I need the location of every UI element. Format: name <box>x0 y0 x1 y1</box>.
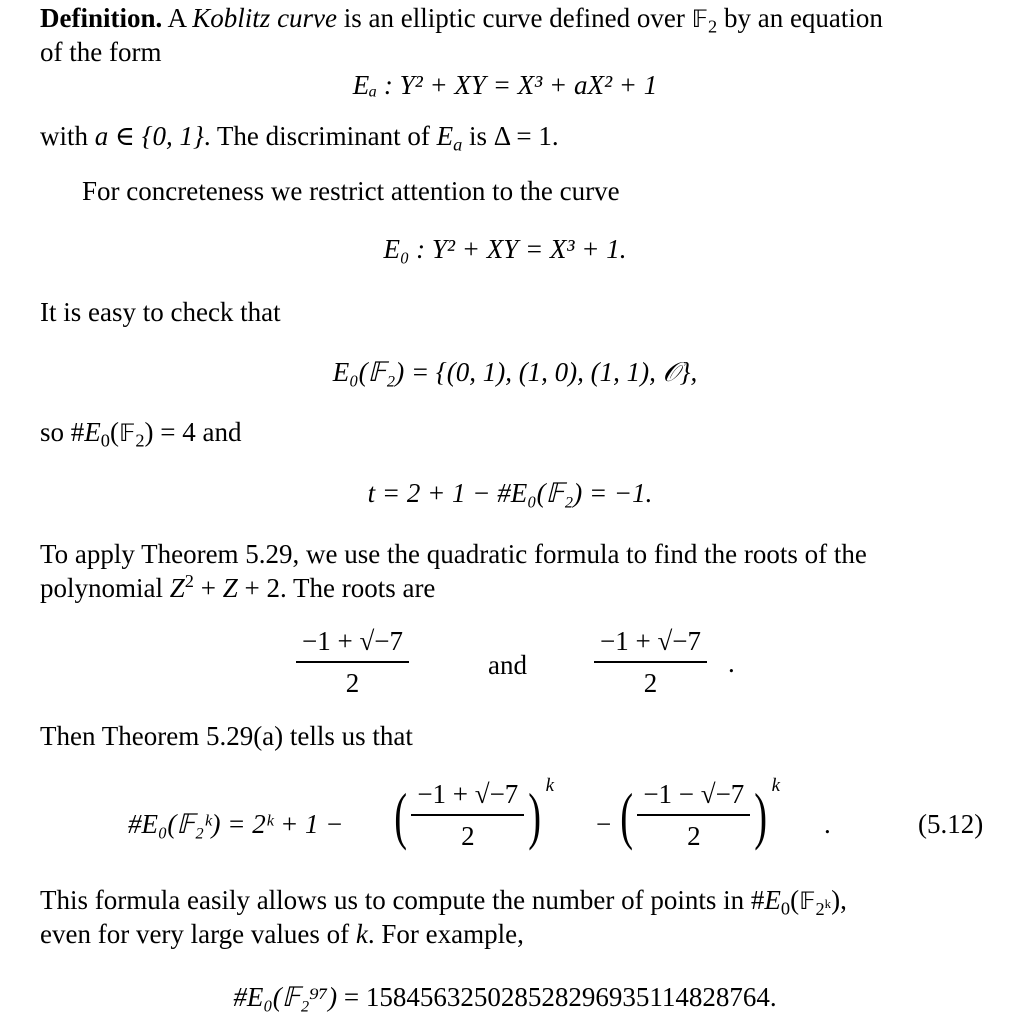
and-word: and <box>488 650 527 680</box>
eq-5-12-term-2 <box>616 775 781 854</box>
final-rhs: = 158456325028528296935114828764. <box>337 982 777 1012</box>
frac-2-numerator: −1 − √−7 <box>637 778 750 816</box>
with-text: with <box>40 121 95 151</box>
root-2-denominator: 2 <box>643 667 658 698</box>
polynomial-text: polynomial <box>40 573 170 603</box>
koblitz-term: Koblitz curve <box>192 3 338 33</box>
eq-5-12-term-1 <box>390 775 555 854</box>
then-line: Then Theorem 5.29(a) tells us that <box>40 721 413 751</box>
exponent-k-2: k <box>771 775 781 796</box>
root-1-numerator: −1 + √−7 <box>296 625 409 663</box>
for-example-text: . For example, <box>367 919 524 949</box>
equation-final <box>0 981 1010 1015</box>
discriminant-text: is Δ = 1. <box>462 121 559 151</box>
roots-are-text: . The roots are <box>279 573 436 603</box>
concreteness-line: For concreteness we restrict attention to the curve <box>82 176 620 206</box>
with-text-2: . The discriminant of <box>203 121 437 151</box>
definition-line-2: of the form <box>40 37 162 67</box>
polynomial-symbol: $Z^2 + Z + 2$ <box>169 570 280 603</box>
definition-text-2: is an elliptic curve defined over <box>337 3 692 33</box>
k-variable: k <box>355 919 368 949</box>
definition-line-1 <box>40 2 990 36</box>
easy-check-line: It is easy to check that <box>40 297 281 327</box>
ea-symbol: $E_a$ <box>436 121 463 155</box>
final-lhs: #E₀(𝔽₂⁹⁷) <box>233 982 338 1012</box>
with-set: a ∈ {0, 1} <box>94 121 204 151</box>
equation-koblitz-text: Eₐ : Y² + XY = X³ + aX² + 1 <box>352 70 658 100</box>
equation-t <box>5 477 1010 511</box>
root-2-fraction <box>594 625 707 701</box>
formula-line-1 <box>40 884 990 918</box>
roots-display <box>296 625 756 705</box>
definition-label: Definition. <box>40 3 163 33</box>
count-symbol: $\#E_0(𝔽_2)$ <box>70 417 154 451</box>
equation-t-text: t = 2 + 1 − #E₀(𝔽₂) = −1. <box>367 478 653 508</box>
eq-5-12-frac-2 <box>637 778 750 854</box>
field-f2: 𝔽$_2$ <box>691 4 718 37</box>
eq-5-12-minus: − <box>596 809 612 839</box>
eq-5-12-lhs: #E₀(𝔽₂ᵏ) = 2ᵏ + 1 − <box>128 809 344 839</box>
equation-e0-text: E₀ : Y² + XY = X³ + 1. <box>383 234 627 264</box>
root-1-denominator: 2 <box>345 667 360 698</box>
root-2-numerator: −1 + √−7 <box>594 625 707 663</box>
count-symbol-2k: $\#E_0(𝔽_{2^k})$ <box>750 885 841 919</box>
so-line <box>40 416 990 450</box>
roots-period: . <box>728 648 735 678</box>
so-text-2: = 4 and <box>153 417 242 447</box>
formula-line-2 <box>40 918 990 952</box>
left-paren-2: ( <box>620 779 634 851</box>
formula-comma: , <box>840 885 847 915</box>
eq-5-12-frac-1 <box>411 778 524 854</box>
apply-line-2 <box>40 572 990 606</box>
formula-text: This formula easily allows us to compute the number of points in <box>40 885 751 915</box>
so-text: so <box>40 417 71 447</box>
apply-line-1: To apply Theorem 5.29, we use the quadratic formula to find the roots of the <box>40 539 867 569</box>
right-paren-2: ) <box>754 779 768 851</box>
root-1-fraction <box>296 625 409 701</box>
definition-text: A <box>162 3 193 33</box>
exponent-k-1: k <box>545 775 555 796</box>
equation-points-text: E₀(𝔽₂) = {(0, 1), (1, 0), (1, 1), 𝒪}, <box>332 357 698 387</box>
left-paren-1: ( <box>394 779 408 851</box>
formula-text-2: even for very large values of <box>40 919 356 949</box>
definition-text-3: by an equation <box>717 3 883 33</box>
right-paren-1: ) <box>528 779 542 851</box>
frac-2-denominator: 2 <box>687 820 701 851</box>
equation-koblitz <box>0 69 1010 103</box>
equation-5-12 <box>128 775 988 858</box>
with-line <box>40 120 990 154</box>
eq-5-12-period: . <box>824 809 831 839</box>
frac-1-denominator: 2 <box>461 820 475 851</box>
equation-e0 <box>0 233 1010 267</box>
equation-number: (5.12) <box>918 809 984 839</box>
frac-1-numerator: −1 + √−7 <box>411 778 524 816</box>
equation-points <box>10 356 1010 390</box>
